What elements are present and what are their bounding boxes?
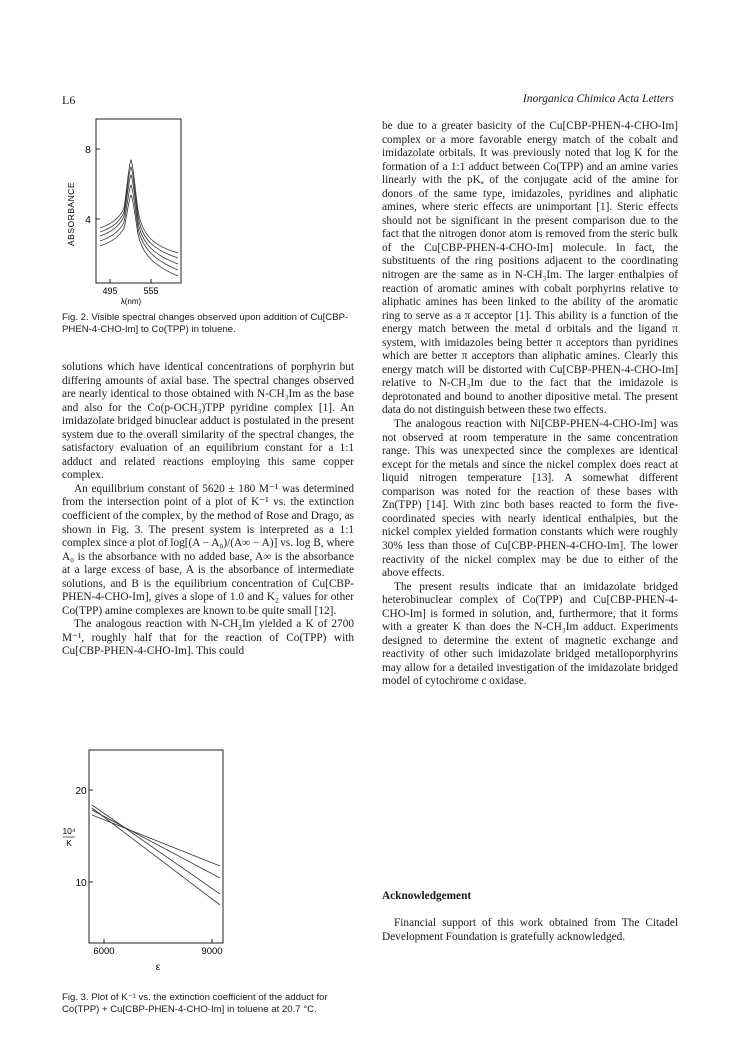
fig3-y-tick: 10 xyxy=(75,878,87,889)
plot-line xyxy=(92,808,220,905)
fig2-frame xyxy=(96,119,181,283)
paragraph: be due to a greater basicity of the Cu[CBP-PHEN-4-CHO-Im] complex or a more favorable energy match of the cobalt and imidazolate orbitals. It was previously noted that log K for the formation of a 1:1 adduct between Co(TPP) and an amine varies linearly with the pKₐ of the conjugate acid of the amine for donors of the same type, imidazoles, pyridines and aliphatic amines, where steric effects are unimportant [1]. Steric effects should not be significant in the present comparison due to the fact that the nitrogen donor atom is removed from the steric bulk of the Cu[CBP-PHEN-4-CHO-Im] molecule. In fact, the substituents of the ring positions adjacent to the coordinating nitrogen are the same as in N-CH₃Im. The larger enthalpies of reaction of aromatic amines with cobalt porphyrins relative to aliphatic amines has been linked to the ability of the aromatic ring to serve as a π acceptor [1]. This ability is a function of the energy match between the metal d orbitals and the ligand π system, with imidazoles being better π acceptors than pyridines which are better π acceptors than aliphatic amines. Clearly this energy match will be distorted with Cu[CBP-PHEN-4-CHO-Im] relative to N-CH₃Im due to the fact that the imidazole is deprotonated and bound to another dipositive metal. The present data do not distinguish between these two effects. xyxy=(382,120,678,417)
fig3-y-tick: 20 xyxy=(75,786,87,797)
paragraph: The analogous reaction with Ni[CBP-PHEN-4-CHO-Im] was not observed at room temperature in the same concentration range. This was unexpected since the complexes are identical except for the metals and since the nickel complex does react at liquid nitrogen temperature [13]. A somewhat different comparison was noted for the reaction of these bases with Zn(TPP) [14]. With zinc both bases reacted to form the five-coordinated species with nearly identical enthalpies, but the nickel complex yielded formation constants which were roughly 30% less than those of Cu[CBP-PHEN-4-CHO-Im]. The lower reactivity of the nickel complex may be due to either of the above effects. xyxy=(382,418,678,580)
fig3-y-axis-label: 10⁴ xyxy=(62,826,76,836)
fig3-x-axis-label: ε xyxy=(155,962,161,973)
paragraph: The present results indicate that an imidazolate bridged heterobinuclear complex of Co(TPP) and Cu[CBP-PHEN-4-CHO-Im] is formed in solution, and, furthermore, that it forms with a greater K than does the N-CH₃Im adduct. Experiments designed to determine the extent of magnetic exchange and reactivity of other such imidazolate bridged metalloporphyrins may allow for a detailed investigation of the imidazolate bridged model of cytochrome c oxidase. xyxy=(382,580,678,688)
acknowledgement-text: Financial support of this work obtained from The Citadel Development Foundation is gratefully acknowledged. xyxy=(382,917,678,943)
fig2-y-axis-label: ABSORBANCE xyxy=(66,181,76,246)
fig3-x-tick: 6000 xyxy=(93,946,115,957)
right-column xyxy=(382,120,678,689)
figure-2-caption: Fig. 2. Visible spectral changes observed upon addition of Cu[CBP-PHEN-4-CHO-Im] to Co(TPP) in toluene. xyxy=(62,312,349,335)
journal-running-head: Inorganica Chimica Acta Letters xyxy=(522,93,674,105)
paragraph: An equilibrium constant of 5620 ± 180 M⁻¹ was determined from the intersection point of a plot of K⁻¹ vs. the extinction coefficient of the complex, by the method of Rose and Drago, as shown in Fig. 3. The present system is interpreted as a 1:1 complex since a plot of log[(A − A₀)/(A∞ − A)] vs. log B, where A₀ is the absorbance with no added base, A∞ is the absorbance at a large excess of base, A is the absorbance of intermediate solutions, and B is the equilibrium concentration of Cu[CBP-PHEN-4-CHO-Im], gives a slope of 1.0 and K₂ values for other Co(TPP) amine complexes are known to be quite small [12]. xyxy=(62,482,354,617)
fig2-x-tick: 495 xyxy=(102,286,118,296)
fig2-x-axis-label: λ(nm) xyxy=(120,297,142,306)
figure-2 xyxy=(62,118,354,308)
figure-3-caption: Fig. 3. Plot of K⁻¹ vs. the extinction coefficient of the adduct for Co(TPP) + Cu[CBP-PHEN-4-CHO-Im] in toluene at 20.7 °C. xyxy=(62,992,328,1015)
spectrum-curve xyxy=(100,167,178,258)
paragraph: The analogous reaction with N-CH₃Im yielded a K of 2700 M⁻¹, roughly half that for the reaction of Co(TPP) with Cu[CBP-PHEN-4-CHO-Im]. This could xyxy=(62,618,354,658)
fig3-frame xyxy=(89,750,223,943)
fig2-x-tick: 555 xyxy=(143,286,159,296)
fig3-lines xyxy=(92,805,220,905)
fig3-x-tick: 9000 xyxy=(201,946,223,957)
page-number: L6 xyxy=(62,93,76,107)
figure-3 xyxy=(62,748,354,988)
fig2-y-tick: 4 xyxy=(85,215,91,226)
fig2-y-tick: 8 xyxy=(85,145,91,156)
left-column xyxy=(62,361,354,659)
acknowledgement-heading: Acknowledgement xyxy=(382,890,472,902)
plot-line xyxy=(92,810,220,878)
fig2-spectra xyxy=(100,160,178,276)
fig3-y-axis-label: K xyxy=(66,838,72,848)
plot-line xyxy=(92,805,220,894)
paragraph: solutions which have identical concentrations of porphyrin but differing amounts of axial base. The spectral changes observed are nearly identical to those obtained with N-CH₃Im as the base and also for the Co(p-OCH₃)TPP pyridine complex [1]. An imidazolate bridged binuclear adduct is postulated in the present system due to the overall similarity of the spectral changes, the satisfactory evaluation of an equilibrium constant for a 1:1 adduct and related reactions employing this same copper complex. xyxy=(62,361,354,482)
